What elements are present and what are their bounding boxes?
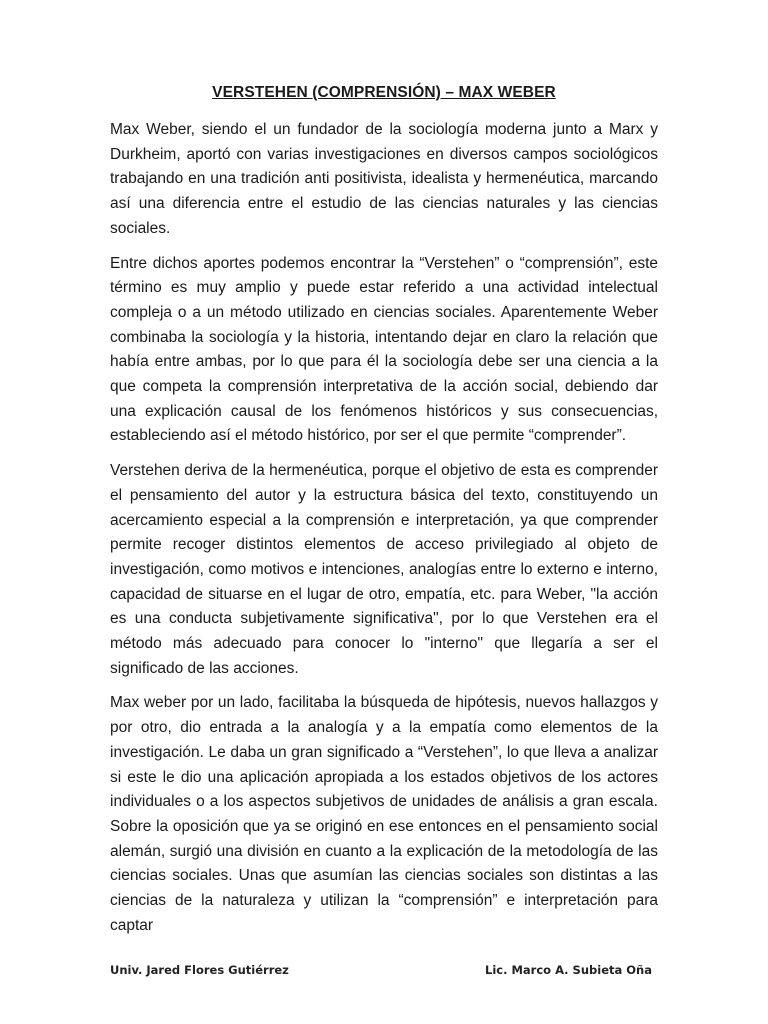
paragraph-4: Max weber por un lado, facilitaba la búsqueda de hipótesis, nuevos hallazgos y por otro, dio entrada a la analogía y a la empatía como elementos de la investigación. Le daba un gran significado a “Verstehen”, lo que lleva a analizar si este le dio una aplicación apropiada a los estados objetivos de los actores individuales o a los aspectos subjetivos de unidades de análisis a gran escala. Sobre la oposición que ya se originó en ese entonces en el pensamiento social alemán, surgió una división en cuanto a la explicación de la metodología de las ciencias sociales. Unas que asumían las ciencias sociales son distintas a las ciencias de la naturaleza y utilizan la “comprensión” e interpretación para captar: [110, 694, 658, 934]
document-page: [110, 0, 658, 1024]
document-body: [110, 118, 658, 949]
footer-instructor: Lic. Marco A. Subieta Oña: [485, 963, 652, 977]
page-title: VERSTEHEN (COMPRENSIÓN) – MAX WEBER: [212, 84, 556, 101]
paragraph-3: Verstehen deriva de la hermenéutica, porque el objetivo de esta es comprender el pensamiento del autor y la estructura básica del texto, constituyendo un acercamiento especial a la comprensión e interpretación, ya que comprender permite recoger distintos elementos de acceso privilegiado al objeto de investigación, como motivos e intenciones, analogías entre lo externo e interno, capacidad de situarse en el lugar de otro, empatía, etc. para Weber, "la acción es una conducta subjetivamente significativa", por lo que Verstehen era el método más adecuado para conocer lo "interno" que llegaría a ser el significado de las acciones.: [110, 462, 658, 677]
paragraph-2: Entre dichos aportes podemos encontrar la “Verstehen” o “comprensión”, este término es muy amplio y puede estar referido a una actividad intelectual compleja o a un método utilizado en ciencias sociales. Aparentemente Weber combinaba la sociología y la historia, intentando dejar en claro la relación que había entre ambas, por lo que para él la sociología debe ser una ciencia a la que competa la comprensión interpretativa de la acción social, debiendo dar una explicación causal de los fenómenos históricos y sus consecuencias, estableciendo así el método histórico, por ser el que permite “comprender”.: [110, 254, 658, 445]
page-footer: [110, 963, 658, 983]
footer-author: Univ. Jared Flores Gutiérrez: [110, 963, 289, 977]
paragraph-1: Max Weber, siendo el un fundador de la sociología moderna junto a Marx y Durkheim, aportó con varias investigaciones en diversos campos sociológicos trabajando en una tradición anti positivista, idealista y hermenéutica, marcando así una diferencia entre el estudio de las ciencias naturales y las ciencias sociales.: [110, 121, 658, 237]
